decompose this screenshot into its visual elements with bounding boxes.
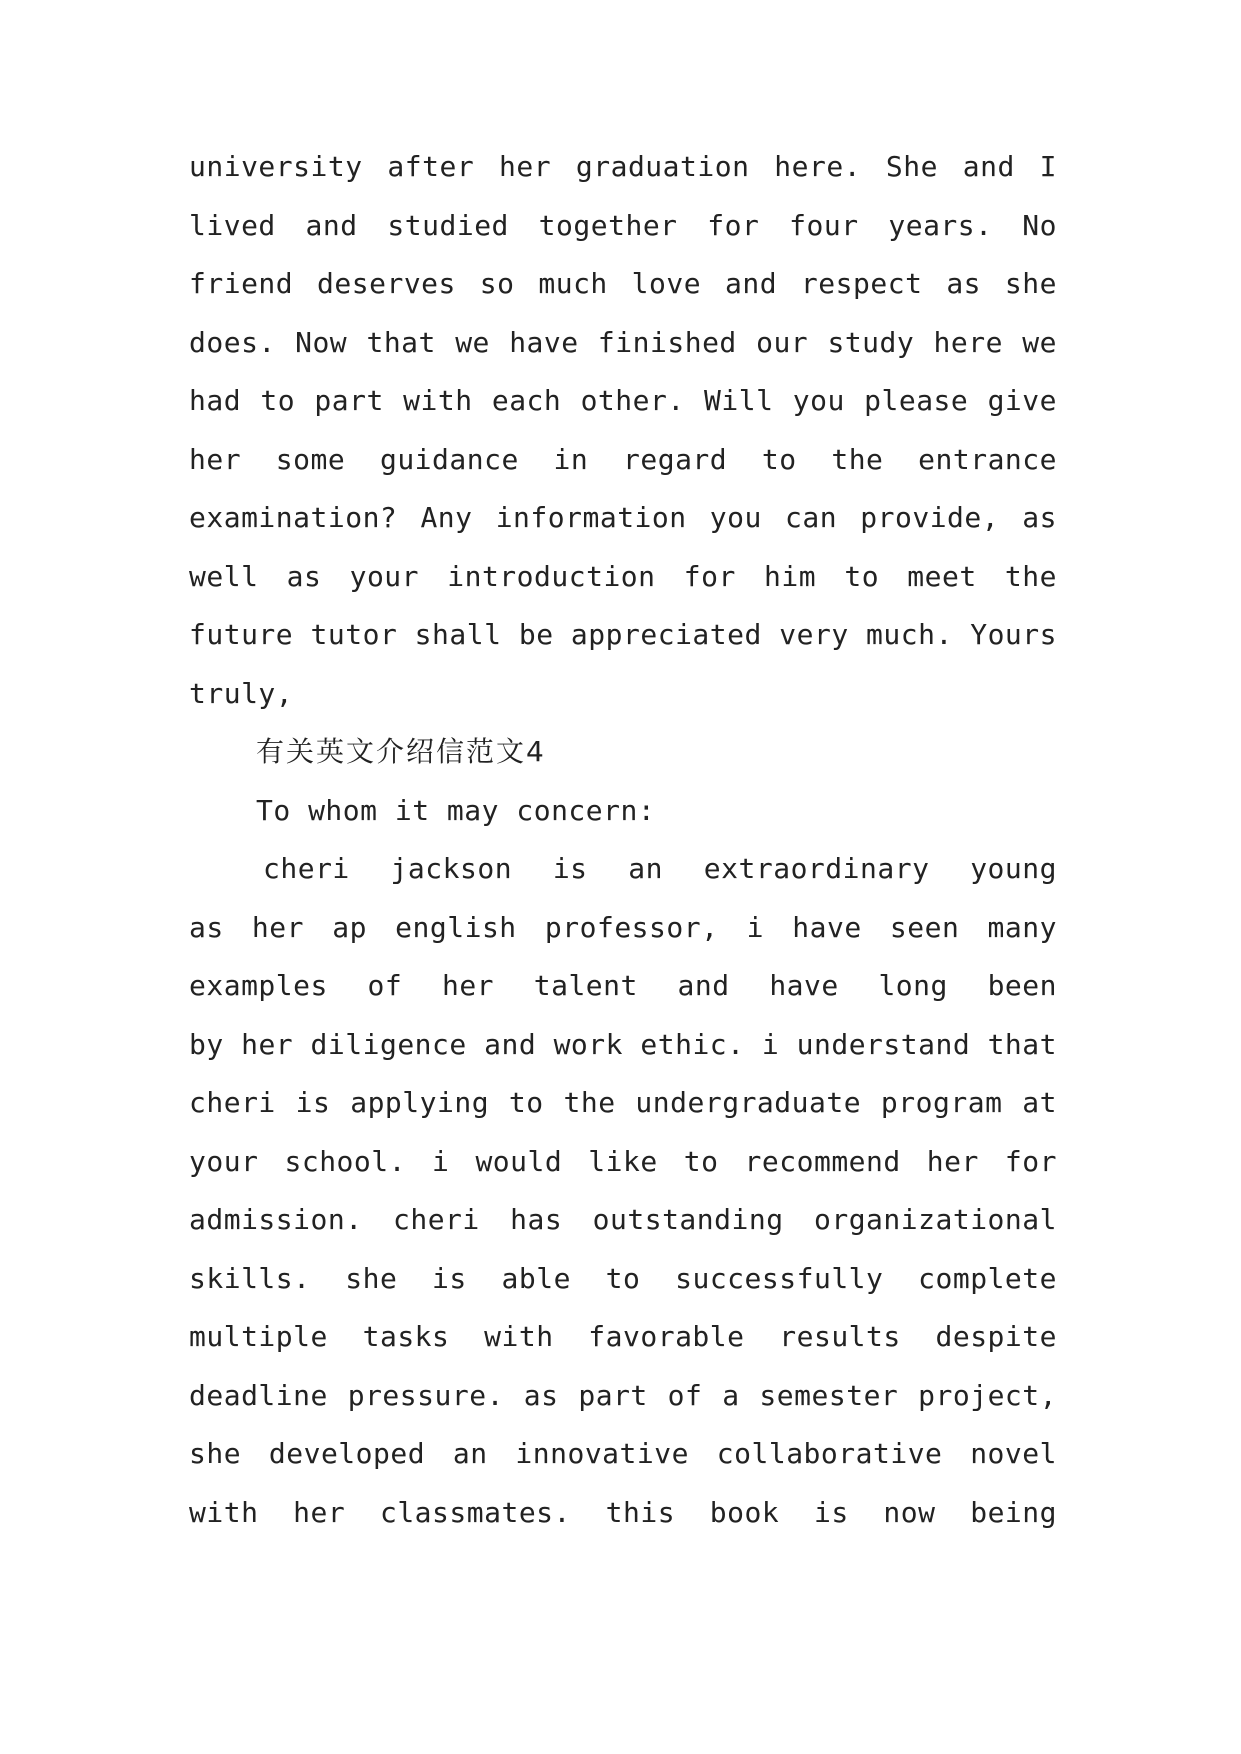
salutation: To whom it may concern: bbox=[256, 793, 656, 827]
paragraph-first-line: cheri jackson is an extraordinary young bbox=[263, 852, 1057, 885]
text-line: by her diligence and work ethic. i understand that bbox=[189, 1027, 1057, 1061]
text-line: well as your introduction for him to meet the bbox=[189, 559, 1057, 593]
text-line: friend deserves so much love and respect as she bbox=[189, 267, 1057, 300]
letter-body bbox=[189, 138, 1057, 1542]
text-line: future tutor shall be appreciated very much. Yours bbox=[189, 618, 1057, 651]
text-line: your school. i would like to recommend her for bbox=[189, 1144, 1057, 1178]
text-line: truly, bbox=[189, 676, 294, 710]
text-line: admission. cheri has outstanding organizational bbox=[189, 1203, 1057, 1236]
text-line: had to part with each other. Will you please give bbox=[189, 384, 1057, 417]
text-line: cheri is applying to the undergraduate program at bbox=[189, 1086, 1057, 1119]
text-line: does. Now that we have finished our study here we bbox=[189, 325, 1057, 359]
text-line: examination? Any information you can provide, as bbox=[189, 501, 1057, 534]
text-line: with her classmates. this book is now being bbox=[189, 1495, 1057, 1529]
text-line: deadline pressure. as part of a semester project, bbox=[189, 1378, 1057, 1412]
section-heading: 有关英文介绍信范文4 bbox=[256, 735, 546, 768]
text-line: her some guidance in regard to the entrance bbox=[189, 442, 1057, 476]
text-line: multiple tasks with favorable results despite bbox=[189, 1320, 1057, 1353]
text-line: lived and studied together for four years. No bbox=[189, 208, 1057, 242]
text-line: she developed an innovative collaborative novel bbox=[189, 1437, 1057, 1470]
text-line: skills. she is able to successfully complete bbox=[189, 1261, 1057, 1295]
text-line: examples of her talent and have long been bbox=[189, 969, 1057, 1002]
text-line: as her ap english professor, i have seen many bbox=[189, 910, 1057, 944]
text-line: university after her graduation here. She and I bbox=[189, 150, 1057, 183]
